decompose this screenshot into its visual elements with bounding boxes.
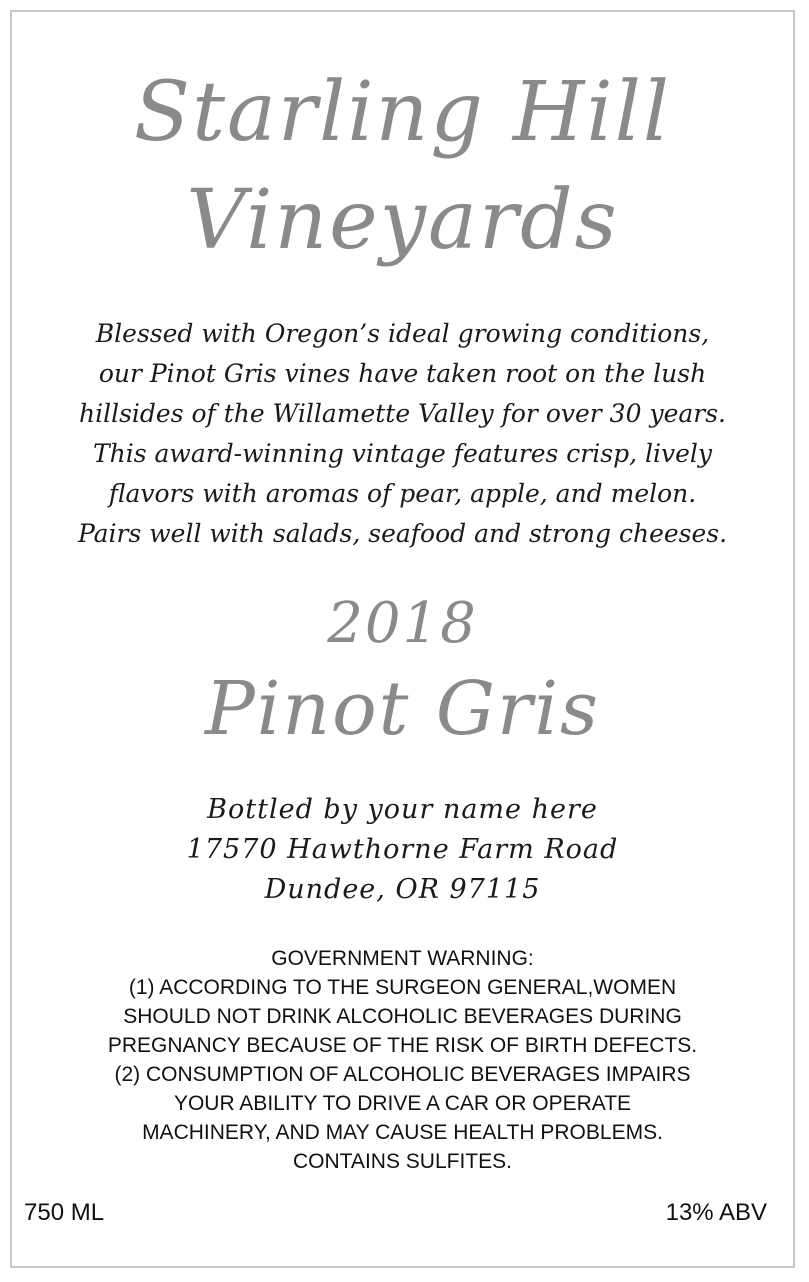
wine-description: [12, 314, 793, 554]
warning-line: (1) ACCORDING TO THE SURGEON GENERAL,WOMEN: [128, 976, 677, 999]
description-line: hillsides of the Willamette Valley for over 30 years.: [78, 399, 726, 428]
description-line: Blessed with Oregon’s ideal growing conditions,: [95, 319, 710, 348]
wine-label: [10, 10, 795, 1268]
warning-line: (2) CONSUMPTION OF ALCOHOLIC BEVERAGES IMPAIRS: [114, 1063, 691, 1086]
description-line: flavors with aromas of pear, apple, and melon.: [108, 479, 697, 508]
volume-label: 750 ML: [24, 1199, 105, 1226]
brand-name-line2: Vineyards: [186, 173, 619, 268]
description-line: our Pinot Gris vines have taken root on the lush: [98, 359, 707, 388]
description-line: Pairs well with salads, seafood and strong cheeses.: [77, 519, 728, 548]
warning-line: MACHINERY, AND MAY CAUSE HEALTH PROBLEMS.: [142, 1121, 663, 1144]
description-line: This award-winning vintage features crisp, lively: [92, 439, 713, 468]
bottler-city: Dundee, OR 97115: [264, 874, 541, 905]
warning-line: CONTAINS SULFITES.: [293, 1150, 512, 1173]
warning-line: YOUR ABILITY TO DRIVE A CAR OR OPERATE: [173, 1092, 632, 1115]
abv-label: 13% ABV: [665, 1199, 767, 1226]
warning-line: SHOULD NOT DRINK ALCOHOLIC BEVERAGES DURING: [123, 1005, 682, 1028]
warning-line: GOVERNMENT WARNING:: [271, 947, 534, 970]
government-warning: [12, 944, 793, 1176]
varietal-name: Pinot Gris: [204, 666, 601, 752]
bottler-info: [12, 790, 793, 910]
brand-name-line1: Starling Hill: [133, 65, 672, 160]
bottler-street: 17570 Hawthorne Farm Road: [186, 834, 619, 865]
vintage-year: 2018: [327, 591, 478, 656]
bottler-name: Bottled by your name here: [207, 794, 598, 825]
warning-line: PREGNANCY BECAUSE OF THE RISK OF BIRTH DEFECTS.: [107, 1034, 698, 1057]
